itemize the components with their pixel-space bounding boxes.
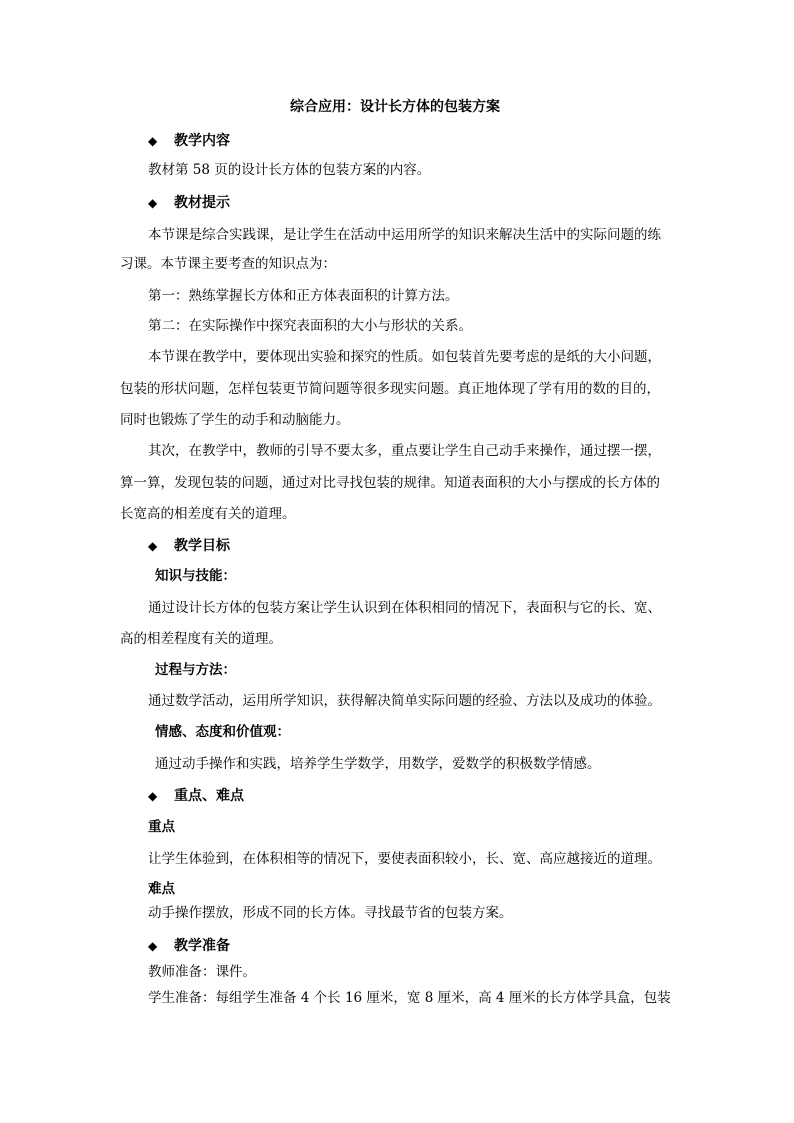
diamond-bullet-icon: ◆ bbox=[148, 196, 158, 210]
paragraph-line: 第一：熟练掌握长方体和正方体表面积的计算方法。 bbox=[148, 288, 459, 304]
section-heading-teaching-content bbox=[148, 131, 230, 151]
paragraph-line: 包装的形状问题，怎样包装更节简问题等很多现实问题。真正地体现了学有用的数的目的， bbox=[120, 381, 660, 397]
section-heading-label: 教材提示 bbox=[174, 195, 230, 211]
paragraph-line: 长宽高的相差度有关的道理。 bbox=[120, 506, 296, 522]
page-title: 综合应用：设计长方体的包装方案 bbox=[290, 99, 500, 115]
subheading-emotion-values: 情感、态度和价值观： bbox=[155, 724, 290, 740]
section-heading-label: 教学准备 bbox=[174, 938, 230, 954]
paragraph-line: 通过数学活动，运用所学知识，获得解决简单实际问题的经验、方法以及成功的体验。 bbox=[148, 693, 661, 709]
diamond-bullet-icon: ◆ bbox=[148, 789, 158, 803]
section-heading-label: 教学内容 bbox=[174, 133, 230, 149]
subheading-knowledge-skills: 知识与技能： bbox=[155, 568, 236, 584]
subheading-key-point: 重点 bbox=[148, 819, 175, 835]
subheading-difficulty: 难点 bbox=[148, 881, 175, 897]
section-heading-label: 教学目标 bbox=[174, 538, 230, 554]
paragraph-line: 其次，在教学中，教师的引导不要太多，重点要让学生自己动手来操作，通过摆一摆， bbox=[148, 443, 661, 459]
section-heading-preparation bbox=[148, 936, 230, 956]
diamond-bullet-icon: ◆ bbox=[148, 939, 158, 953]
paragraph-line: 同时也锻炼了学生的动手和动脑能力。 bbox=[120, 412, 350, 428]
diamond-bullet-icon: ◆ bbox=[148, 539, 158, 553]
paragraph-line: 动手操作摆放，形成不同的长方体。寻找最节省的包装方案。 bbox=[148, 905, 513, 921]
paragraph-line: 本节课在教学中，要体现出实验和探究的性质。如包装首先要考虑的是纸的大小问题， bbox=[148, 349, 661, 365]
section-heading-label: 重点、难点 bbox=[174, 788, 244, 804]
paragraph-line: 高的相差程度有关的道理。 bbox=[120, 631, 282, 647]
paragraph-line: 教师准备：课件。 bbox=[148, 964, 256, 980]
paragraph-line: 第二：在实际操作中探究表面积的大小与形状的关系。 bbox=[148, 318, 472, 334]
section-heading-textbook-hints bbox=[148, 193, 230, 213]
subheading-process-method: 过程与方法： bbox=[155, 662, 236, 678]
paragraph-line: 让学生体验到，在体积相等的情况下，要使表面积较小，长、宽、高应越接近的道理。 bbox=[148, 851, 661, 867]
paragraph-line: 算一算，发现包装的问题，通过对比寻找包装的规律。知道表面积的大小与摆成的长方体的 bbox=[120, 475, 660, 491]
paragraph-line: 学生准备：每组学生准备 4 个长 16 厘米，宽 8 厘米，高 4 厘米的长方体学具盒，包装 bbox=[148, 990, 671, 1006]
paragraph-line: 通过设计长方体的包装方案让学生认识到在体积相同的情况下，表面积与它的长、宽、 bbox=[148, 600, 661, 616]
paragraph-line: 习课。本节课主要考查的知识点为： bbox=[120, 256, 336, 272]
paragraph-line: 教材第 58 页的设计长方体的包装方案的内容。 bbox=[148, 162, 431, 178]
paragraph-line: 通过动手操作和实践，培养学生学数学，用数学，爱数学的积极数学情感。 bbox=[155, 756, 601, 772]
section-heading-teaching-goals bbox=[148, 536, 230, 556]
section-heading-key-difficult bbox=[148, 786, 244, 806]
diamond-bullet-icon: ◆ bbox=[148, 134, 158, 148]
paragraph-line: 本节课是综合实践课，是让学生在活动中运用所学的知识来解决生活中的实际问题的练 bbox=[148, 227, 661, 243]
